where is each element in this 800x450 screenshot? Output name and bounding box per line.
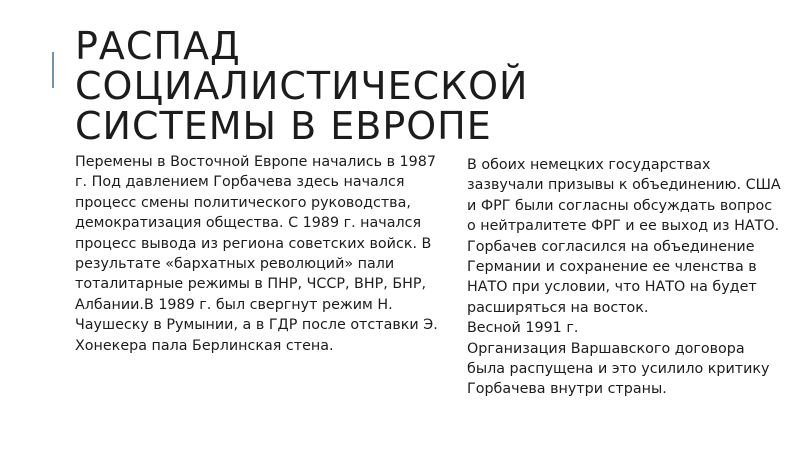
left-text-column	[75, 152, 450, 356]
right-paragraph-3: Организация Варшавского договора была распущена и это усилило критику Горбачева внутри страны.	[467, 340, 770, 398]
slide-title	[75, 26, 635, 146]
title-accent-bar	[52, 52, 54, 88]
title-line-1: РАСПАД	[75, 24, 241, 68]
right-paragraph-2: Весной 1991 г.	[467, 320, 579, 337]
title-line-3: СИСТЕМЫ В ЕВРОПЕ	[75, 104, 492, 148]
right-text-column	[467, 155, 785, 400]
title-line-2: СОЦИАЛИСТИЧЕСКОЙ	[75, 64, 529, 108]
left-paragraph: Перемены в Восточной Европе начались в 1987 г. Под давлением Горбачева здесь начался процесс смены политического руководства, демократизация общества. С 1989 г. начался процесс вывода из региона советских войск. В результате «бархатных революций» пали тоталитарные режимы в ПНР, ЧССР, ВНР, БНР, Албании.В 1989 г. был свергнут режим Н. Чаушеску в Румынии, а в ГДР после отставки Э. Хонекера пала Берлинская стена.	[75, 154, 438, 354]
right-paragraph-1: В обоих немецких государствах зазвучали призывы к объединению. США и ФРГ были согласны обсуждать вопрос о нейтралитете ФРГ и ее выход из НАТО. Горбачев согласился на объединение Германии и сохранение ее членства в НАТО при условии, что НАТО на будет расширяться на восток.	[467, 157, 781, 316]
